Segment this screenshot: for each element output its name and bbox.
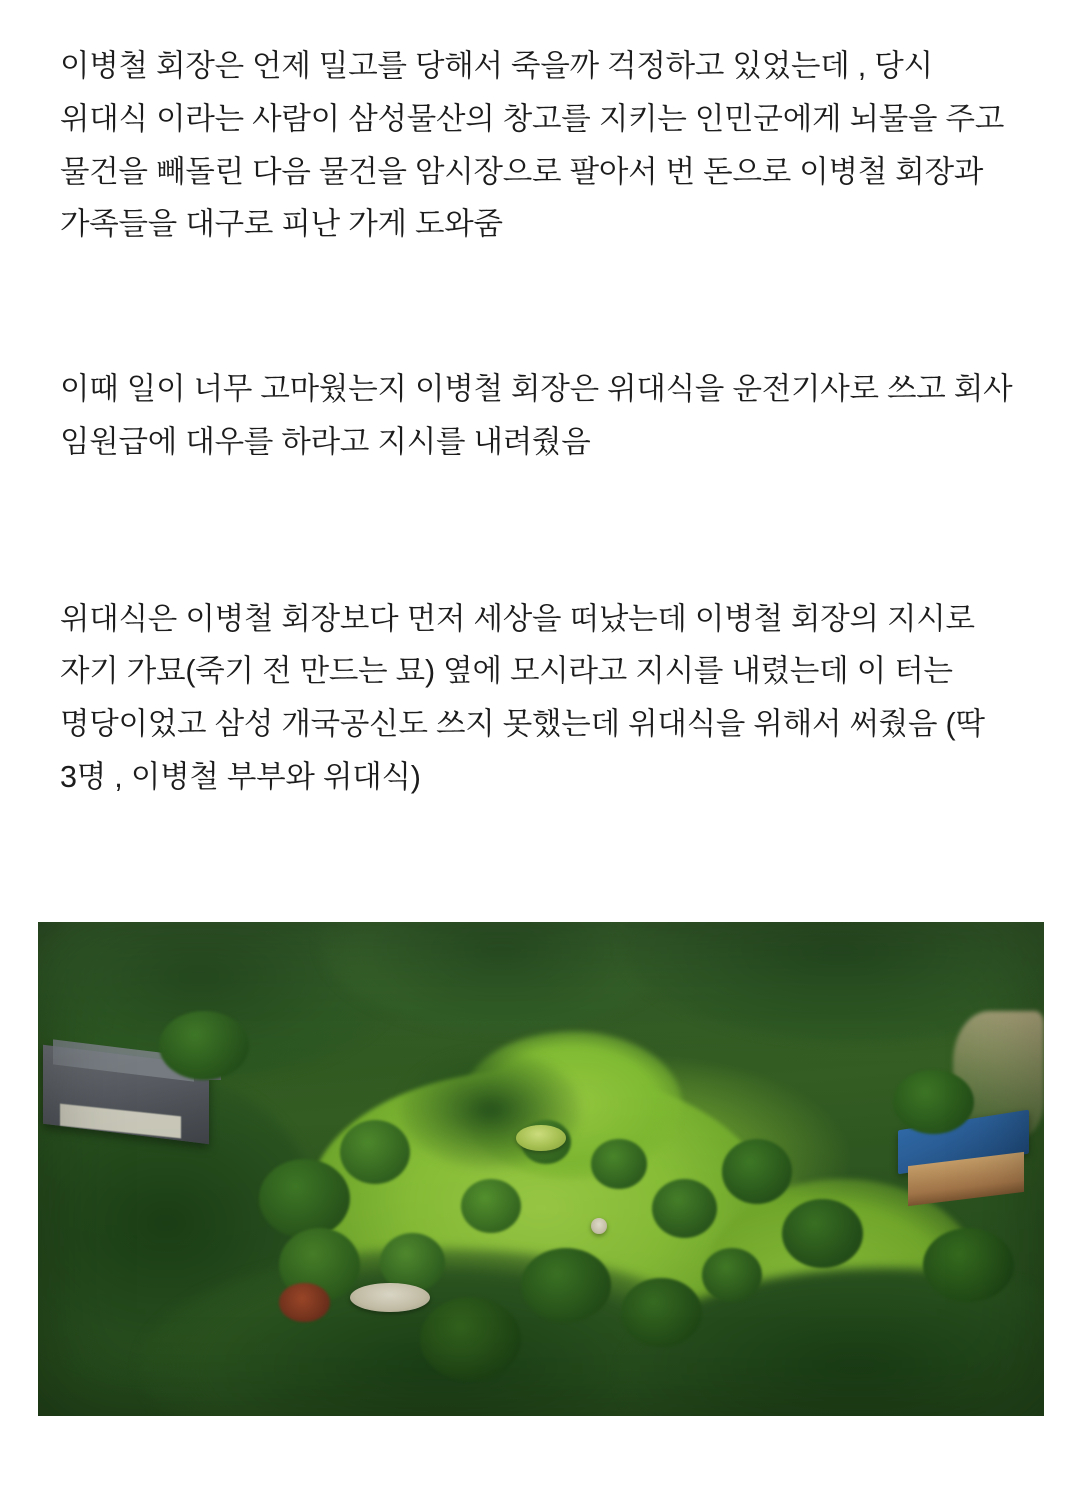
aerial-photo [38, 922, 1044, 1416]
tree-canopy [782, 1199, 862, 1268]
stone-platform-center [350, 1283, 430, 1313]
paragraph-3: 위대식은 이병철 회장보다 먼저 세상을 떠났는데 이병철 회장의 지시로 자기 가묘(죽기 전 만드는 묘) 옆에 모시라고 지시를 내렸는데 이 터는 명당이었고 삼성 개국공신도 쓰지 못했는데 위대식을 위해서 써줬음 (딱 3명 , 이병철 부부와 위대식) [60, 601, 994, 794]
tree-canopy [259, 1159, 350, 1238]
tree-canopy [923, 1228, 1014, 1302]
photo-canvas [38, 922, 1044, 1416]
tree-canopy [461, 1179, 521, 1233]
grave-mound [516, 1125, 566, 1152]
tree-canopy [340, 1120, 410, 1184]
paragraph-1: 이병철 회장은 언제 밀고를 당해서 죽을까 걱정하고 있었는데 , 당시 위대식 이라는 사람이 삼성물산의 창고를 지키는 인민군에게 뇌물을 주고 물건을 빼돌린 다음 물건을 암시장으로 팔아서 번 돈으로 이병철 회장과 가족들을 대구로 피난 가게 도와줌 [60, 49, 1013, 242]
tree-canopy-red [279, 1283, 329, 1323]
tree-canopy [621, 1278, 701, 1347]
tree-canopy [420, 1297, 521, 1381]
tree-canopy [159, 1011, 250, 1080]
tree-canopy [591, 1139, 646, 1188]
tree-canopy [521, 1248, 612, 1322]
tree-canopy [652, 1179, 717, 1238]
tree-canopy [893, 1070, 973, 1134]
tree-canopy [722, 1139, 792, 1203]
paragraph-2: 이때 일이 너무 고마웠는지 이병철 회장은 위대식을 운전기사로 쓰고 회사 임원급에 대우를 하라고 지시를 내려줬음 [60, 372, 1021, 459]
